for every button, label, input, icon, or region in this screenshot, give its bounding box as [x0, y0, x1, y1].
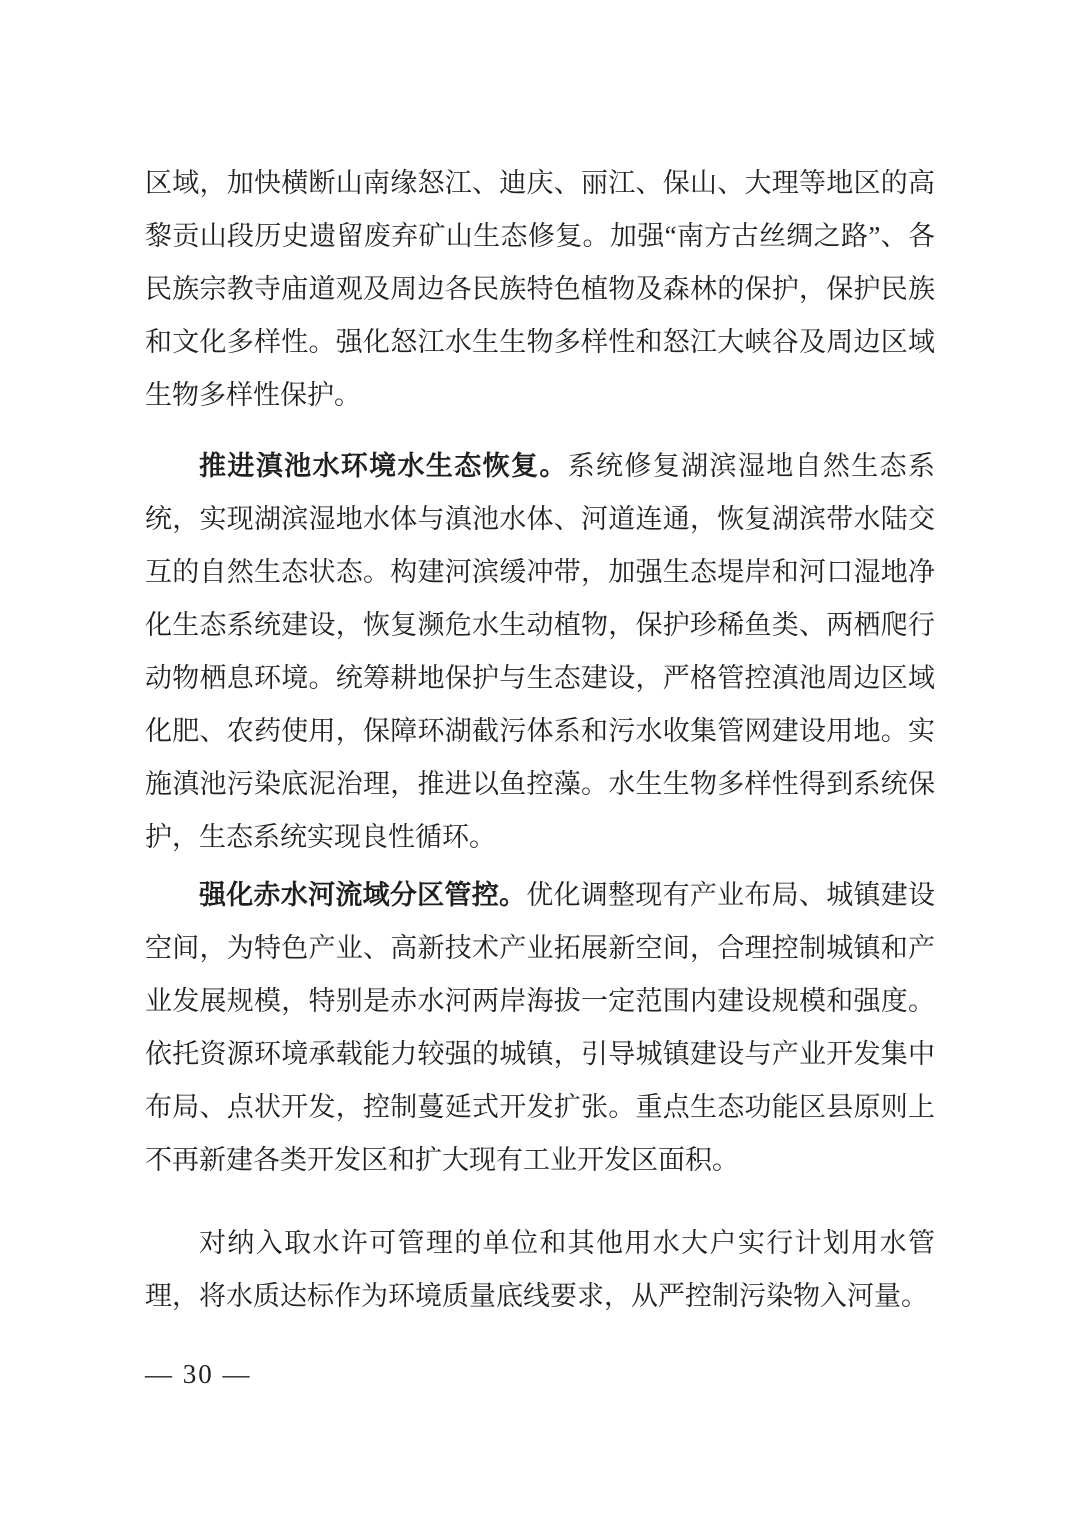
- paragraph-2-text: 系统修复湖滨湿地自然生态系统，实现湖滨湿地水体与滇池水体、河道连通，恢复湖滨带水陆交互的自然生态状态。构建河滨缓冲带，加强生态堤岸和河口湿地净化生态系统建设，恢复濒危水生动植物，保护珍稀鱼类、两栖爬行动物栖息环境。统筹耕地保护与生态建设，严格管控滇池周边区域化肥、农药使用，保障环湖截污体系和污水收集管网建设用地。实施滇池污染底泥治理，推进以鱼控藻。水生生物多样性得到系统保护，生态系统实现良性循环。: [145, 451, 936, 852]
- page-number: — 30 —: [145, 1359, 252, 1389]
- paragraph-dianchi-restoration: [145, 440, 935, 864]
- paragraph-water-permit-management: [145, 1217, 935, 1323]
- page-body: [145, 157, 935, 1323]
- paragraph-continuation: [145, 157, 935, 422]
- paragraph-2-lead: 推进滇池水环境水生态恢复。: [199, 451, 568, 481]
- paragraph-1-text: 区域，加快横断山南缘怒江、迪庆、丽江、保山、大理等地区的高黎贡山段历史遗留废弃矿山生态修复。加强“南方古丝绸之路”、各民族宗教寺庙道观及周边各民族特色植物及森林的保护，保护民族和文化多样性。强化怒江水生生物多样性和怒江大峡谷及周边区域生物多样性保护。: [145, 168, 935, 410]
- paragraph-4-text: 对纳入取水许可管理的单位和其他用水大户实行计划用水管理，将水质达标作为环境质量底线要求，从严控制污染物入河量。: [145, 1228, 935, 1311]
- paragraph-3-lead: 强化赤水河流域分区管控。: [199, 880, 527, 910]
- paragraph-chishui-river-control: [145, 869, 935, 1187]
- paragraph-3-text: 优化调整现有产业布局、城镇建设空间，为特色产业、高新技术产业拓展新空间，合理控制城镇和产业发展规模，特别是赤水河两岸海拔一定范围内建设规模和强度。依托资源环境承载能力较强的城镇，引导城镇建设与产业开发集中布局、点状开发，控制蔓延式开发扩张。重点生态功能区县原则上不再新建各类开发区和扩大现有工业开发区面积。: [145, 880, 936, 1175]
